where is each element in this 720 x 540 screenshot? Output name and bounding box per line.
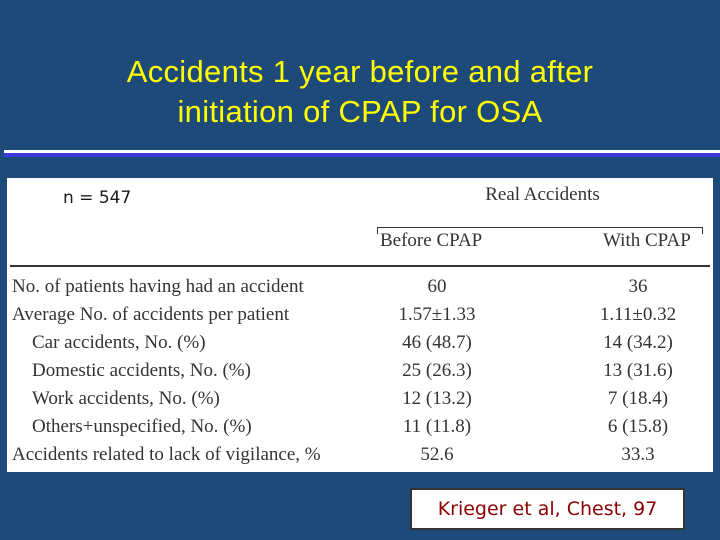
value-before: 25 (26.3) (402, 360, 472, 381)
table-row (12, 444, 712, 472)
value-with: 7 (18.4) (607, 388, 669, 409)
slide-title-line2: initiation of CPAP for OSA (177, 94, 543, 129)
slide-title-line1: Accidents 1 year before and after (126, 54, 594, 89)
row-label: Work accidents, No. (%) (32, 388, 220, 409)
row-label: Accidents related to lack of vigilance, % (12, 444, 321, 465)
sample-size-label: n = 547 (63, 188, 132, 208)
value-with: 14 (34.2) (603, 332, 673, 353)
value-with: 6 (15.8) (607, 416, 669, 437)
value-with: 1.11±0.32 (599, 304, 677, 325)
value-with: 13 (31.6) (603, 360, 673, 381)
value-before: 46 (48.7) (402, 332, 472, 353)
table-row (12, 360, 712, 388)
value-before: 52.6 (420, 444, 454, 465)
row-label: No. of patients having had an accident (12, 276, 304, 297)
table-row (12, 304, 712, 332)
slide-title (0, 52, 720, 132)
value-before: 12 (13.2) (402, 388, 472, 409)
value-with: 33.3 (621, 444, 655, 465)
row-label: Others+unspecified, No. (%) (32, 416, 252, 437)
value-before: 60 (427, 276, 447, 297)
group-header-tick-right (702, 227, 703, 234)
group-header-rule (377, 227, 703, 228)
group-header-tick-left (377, 227, 378, 234)
table-row (12, 416, 712, 444)
group-header: Real Accidents (485, 184, 600, 205)
table-row (12, 388, 712, 416)
title-divider-blue (4, 153, 720, 157)
value-before: 1.57±1.33 (398, 304, 476, 325)
citation-box: Krieger et al, Chest, 97 (410, 488, 685, 530)
table-row (12, 276, 712, 304)
column-header-with: With CPAP (603, 230, 691, 251)
value-with: 36 (628, 276, 648, 297)
column-header-before: Before CPAP (380, 230, 483, 251)
value-before: 11 (11.8) (402, 416, 472, 437)
row-label: Domestic accidents, No. (%) (32, 360, 251, 381)
row-label: Car accidents, No. (%) (32, 332, 206, 353)
table-row (12, 332, 712, 360)
header-body-divider (10, 265, 710, 267)
row-label: Average No. of accidents per patient (12, 304, 290, 325)
